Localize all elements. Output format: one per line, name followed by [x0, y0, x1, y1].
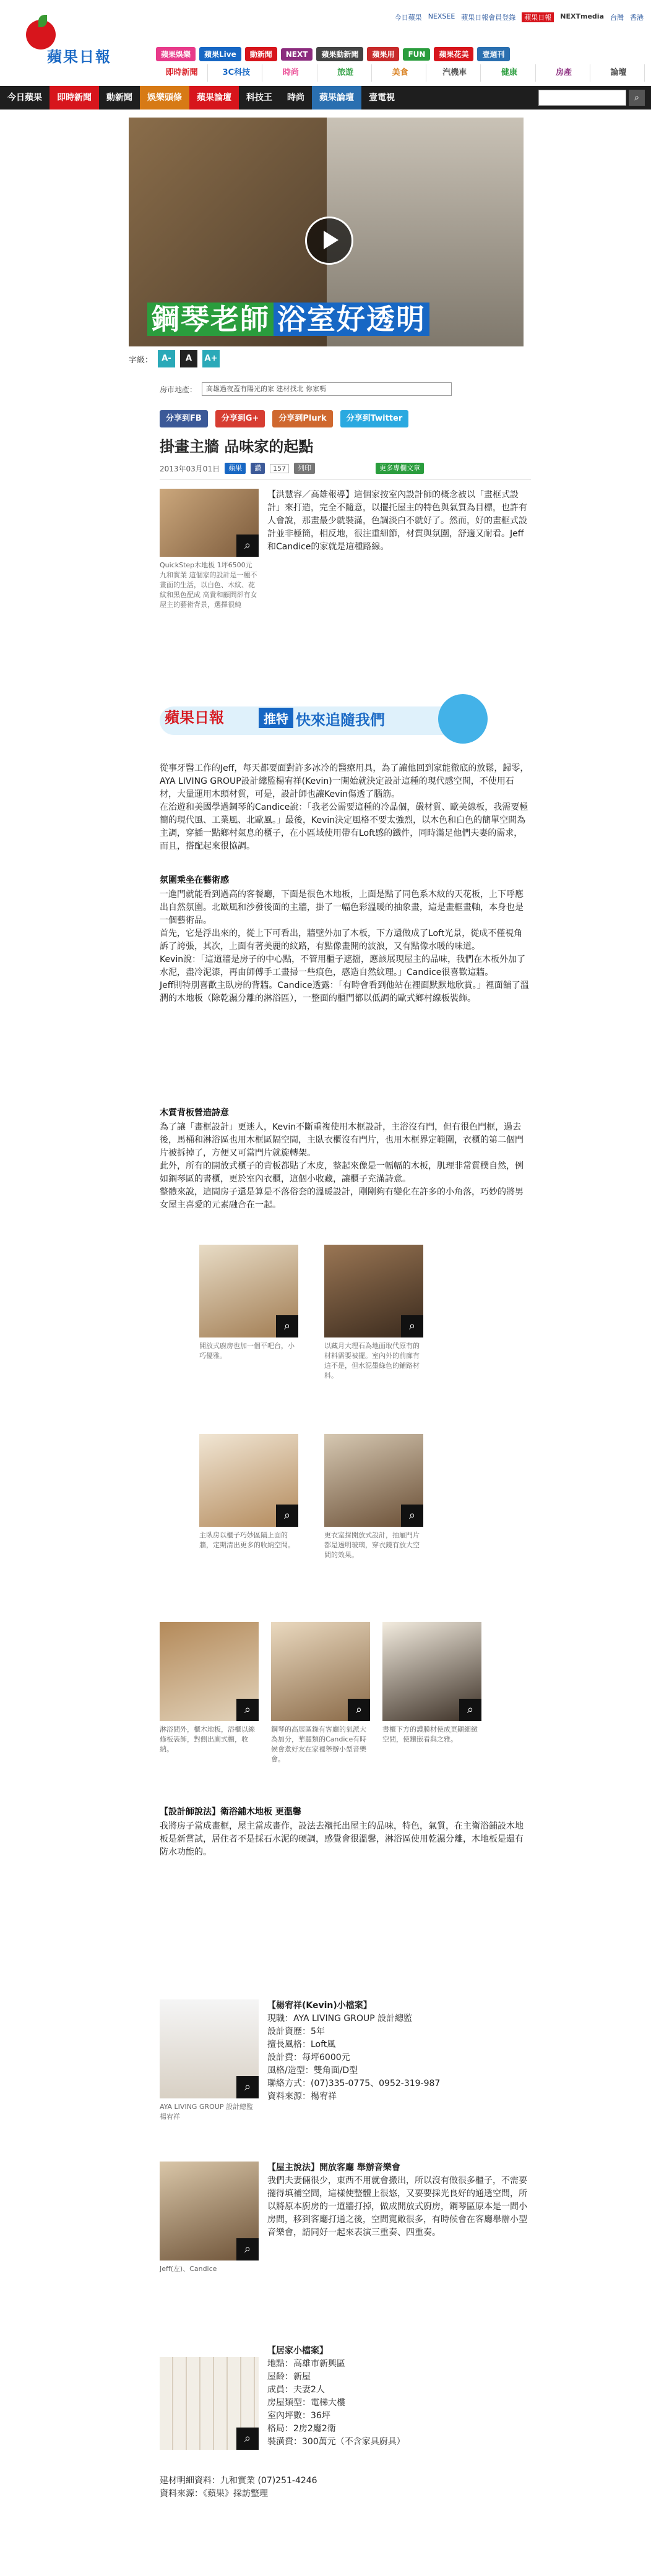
twitter-bird-icon [438, 694, 488, 744]
magnify-icon[interactable]: ⌕ [401, 1315, 423, 1337]
nav-item[interactable]: 今日蘋果 [7, 93, 42, 103]
magnify-icon[interactable]: ⌕ [401, 1505, 423, 1527]
top-link[interactable]: 蘋果日報 [522, 12, 554, 22]
search-icon[interactable]: ⌕ [629, 90, 645, 106]
article-lead: 【洪慧容／高雄報導】這個家按室內設計師的概念被以「畫框式設計」來打造，完全不隨意，以擺托屋主的特色與氣質為目標，也許有人會說，那畫最少就裝滿，色調淡白不就好了。然而，好的畫框式設計並非極簡，相反地，很注重細節，材質與氛圍，舒適又耐看。Jeff和Candice的家就是這種路線。 [267, 490, 527, 552]
paragraph: 整體來說，這間房子還是算是不落俗套的溫暖設計，剛剛夠有變化在許多的小角落，巧妙的將男女屋主喜愛的元素融合在一起。 [160, 1187, 524, 1210]
video-caption [147, 297, 429, 338]
share-facebook-button[interactable]: 分享到FB [160, 410, 208, 427]
article-tag[interactable]: 蘋果 [225, 463, 246, 474]
magnify-icon[interactable]: ⌕ [348, 1699, 370, 1721]
section-body [160, 1121, 531, 1212]
home-line: 屋齡：新屋 [267, 2372, 311, 2382]
article-photo[interactable] [199, 1245, 298, 1337]
share-twitter-button[interactable]: 分享到Twitter [340, 410, 409, 427]
nav-item[interactable]: 科技王 [246, 93, 272, 103]
owner-text: 我們夫妻倆很少，東西不用就會搬出，所以沒有做很多櫃子，不需要擺得填補空間，這樣使整體上很悠，又要要採光良好的通透空間，所以將原本廚房的一道牆打掉，做成開放式廚房，鋼琴區原本是一間小房間，移到客廳打通之後，空間寬敞很多，有時候會在客廳舉辦小型音樂會，請同好一起來表演三重奏、四重奏。 [267, 2176, 527, 2238]
article-photo[interactable] [160, 1622, 259, 1721]
top-link[interactable]: 香港 [630, 14, 644, 22]
magnify-icon[interactable]: ⌕ [236, 2428, 259, 2450]
channel-tab[interactable]: 3C科技 [210, 64, 262, 82]
profile-heading: 【楊宥祥(Kevin)小檔案】 [267, 2001, 372, 2011]
share-row [160, 410, 408, 427]
home-line: 成員：夫妻2人 [267, 2385, 325, 2395]
home-heading: 【居家小檔案】 [267, 2346, 328, 2356]
brand-chip[interactable]: NEXT [281, 48, 313, 61]
channel-tab[interactable]: 美食 [374, 64, 426, 82]
main-nav [0, 86, 651, 109]
nav-item[interactable]: 壹電視 [369, 93, 395, 103]
article-photo[interactable] [324, 1434, 423, 1527]
brand-chip[interactable]: 蘋果用 [367, 47, 399, 61]
brand-row [156, 47, 645, 61]
video-caption-a: 鋼琴老師 [147, 303, 274, 336]
nav-item[interactable]: 時尚 [287, 93, 304, 103]
profile-line: 風格/造型：雙角面/D型 [267, 2066, 358, 2076]
photo-caption: 以藏月大理石為地面取代原有的材料需要被擺。室內外的前廊有這不是，但水泥墨綠色的鋪路材料。 [324, 1342, 420, 1380]
section-heading: 氛圍乘坐在藝術感 [160, 875, 229, 885]
magnify-icon[interactable]: ⌕ [236, 2238, 259, 2260]
home-line: 室內坪數：36坪 [267, 2411, 330, 2421]
apple-daily-logo[interactable] [22, 19, 127, 66]
top-link[interactable]: 蘋果日報會員登錄 [461, 14, 516, 22]
category-label: 房市地產： [160, 385, 197, 394]
owners-photo[interactable] [160, 2162, 259, 2260]
article-date: 2013年03月01日 [160, 464, 220, 473]
font-size-controls [129, 350, 220, 367]
article-photo[interactable] [324, 1245, 423, 1337]
channel-tab[interactable]: 健康 [483, 64, 535, 82]
paragraph: 從事牙醫工作的Jeff，每天都要面對許多冰冷的醫療用具，為了讓他回到家能徹底的放鬆，歸零，AYA LIVING GROUP設計總監楊宥祥(Kevin)一開始就決定設計這種的現代感空間，不使用石材，大量運用木頭材質，可是，設計師也讓Kevin傷透了腦筋。 [160, 763, 529, 799]
category-select-row [160, 382, 452, 396]
article-photo[interactable] [382, 1622, 481, 1721]
banner-text: 快來追隨我們 [296, 711, 385, 729]
profile-line: 現職：AYA LIVING GROUP 設計總監 [267, 2014, 413, 2024]
font-smaller-button[interactable]: A- [158, 350, 175, 367]
photo-caption: 開放式廚房也加一個平吧台，小巧優雅。 [199, 1342, 295, 1360]
tip-body: 我將房子當成畫框，屋主當成畫作，設法去襯托出屋主的品味，特色，氣質，在主衛浴鋪設木地板是新嘗試，居住者不是採石水泥的硬調，感覺會很溫馨，淋浴區使用乾濕分離，木地板是還有防水功能的。 [160, 1821, 524, 1857]
share-googleplus-button[interactable]: 分享到G+ [215, 410, 265, 427]
play-icon[interactable] [305, 217, 353, 265]
nav-item[interactable]: 蘋果論壇 [312, 86, 361, 109]
home-line: 裝潢費：300萬元（不含家具廚具） [267, 2437, 405, 2447]
top-links [260, 12, 644, 22]
article-meta [160, 463, 424, 474]
home-profile [267, 2345, 527, 2449]
channel-tab[interactable]: 汽機車 [429, 64, 481, 82]
profile-line: 聯絡方式：(07)335-0775、0952-319-987 [267, 2079, 441, 2089]
video-player[interactable] [129, 118, 524, 346]
like-button[interactable]: 讚 [251, 463, 265, 474]
category-select[interactable]: 高雄過夜蓋有陽光的家 建材找北 你家嗎 [202, 382, 452, 396]
article-photo[interactable] [271, 1622, 370, 1721]
paragraph: 為了讓「畫框設計」更迷人，Kevin不斷重複使用木框設計，主浴沒有門，但有很色門框，過去後，馬桶和淋浴區也用木框區隔空間，主臥衣櫃沒有門片，也用木框界定範圍，衣櫃的第二個門片被拆掉了，方便又可當門片就旋轉架。 [160, 1122, 524, 1158]
more-columns-button[interactable]: 更多專欄文章 [376, 463, 424, 474]
nav-item[interactable]: 娛樂頭條 [140, 86, 189, 109]
magnify-icon[interactable]: ⌕ [236, 2076, 259, 2098]
article-intro [160, 762, 531, 853]
photo-caption: 主臥房以櫃子巧妙區隔上面的牆，定期清出更多的收納空間。 [199, 1531, 295, 1549]
article-photo[interactable] [199, 1434, 298, 1527]
nav-item[interactable]: 動新聞 [106, 93, 132, 103]
profile-line: 設計費：每坪6000元 [267, 2053, 350, 2063]
brand-chip[interactable]: 蘋果Live [199, 47, 241, 61]
paragraph: 一進門就能看到過高的客餐廳，下面是很色木地板，上面是點了同色系木紋的天花板，上下呼應出自然氛圍。北歐風和沙發後面的主牆，掛了一幅色彩溫暖的抽象畫，這是畫框畫軸，本身也是一個藝術品。 [160, 890, 524, 925]
channel-tab[interactable]: 即時新聞 [156, 64, 208, 82]
channel-tab[interactable]: 時尚 [265, 64, 317, 82]
channel-tabs [156, 64, 645, 82]
follow-twitter-banner[interactable] [160, 690, 488, 750]
photo-caption: 書櫃下方的護膜材使成更顯細緻空間，使鑲嵌看與之雅。 [382, 1725, 478, 1743]
magnify-icon[interactable]: ⌕ [276, 1315, 298, 1337]
brand-chip[interactable]: 蘋果娛樂 [156, 47, 196, 61]
photo-caption: 鋼琴的高展區錄有客廳的氣派大為加分，華麗類的Candice有時候會煮好友在家裡舉辦小型音樂會。 [271, 1725, 367, 1763]
share-plurk-button[interactable]: 分享到Plurk [272, 410, 332, 427]
section-heading: 木質背板營造詩意 [160, 1108, 229, 1118]
top-link[interactable]: NEXSEE [428, 12, 455, 20]
banner-logo: 蘋果日報 [165, 709, 224, 726]
fb-count: 157 [270, 464, 289, 473]
brand-chip[interactable]: 蘋果花美 [434, 47, 473, 61]
top-link[interactable]: NEXTmedia [560, 12, 604, 20]
font-size-label: 字級： [129, 355, 153, 365]
paragraph: 在治遊和美國學過鋼琴的Candice說：「我老公需要這種的冷晶個，嚴材質、歐美線板，我需要極簡的現代風、工業風、北歐風。」最後，Kevin決定風格不要太強烈，以木色和白色的簡單空間為主調，穿插一點鄉村氣息的櫃子，在小區域使用帶有Loft感的鐵件，同時滿足他們夫妻的需求，而且，搭配起來很協調。 [160, 802, 528, 851]
designer-caption: AYA LIVING GROUP 設計總監 楊宥祥 [160, 2103, 253, 2121]
photo-caption: 更衣室採開放式設計，抽屜門片都是透明玻璃，穿衣鏡有放大空間的效果。 [324, 1531, 420, 1559]
footer-line: 資料來源：《蘋果》採訪整理 [160, 2489, 268, 2499]
top-link[interactable]: 台灣 [610, 14, 624, 22]
profile-line: 擅長風格：Loft風 [267, 2040, 336, 2050]
paragraph: 首先，它是浮出來的，從上下可看出，牆壁外加了木板，下方還做成了Loft光景，從成不僅視角訴了誇張，其次，上面有著美麗的紋路，有點像畫開的波浪，又有點像水暖的味道。 [160, 929, 523, 951]
magnify-icon[interactable]: ⌕ [236, 1699, 259, 1721]
nav-item[interactable]: 即時新聞 [50, 86, 99, 109]
profile-line: 設計資歷：5年 [267, 2027, 325, 2037]
font-larger-button[interactable]: A+ [202, 350, 220, 367]
channel-tab[interactable]: 論壇 [593, 64, 645, 82]
channel-tab[interactable]: 旅遊 [320, 64, 372, 82]
paragraph: 此外，所有的開放式櫃子的背板都貼了木皮，整起來像是一幅幅的木板，肌理非常質樸自然，例如鋼琴區的書櫃，更於室內衣櫃，這個小收藏，讓櫃子充滿詩意。 [160, 1161, 524, 1184]
owners-caption: Jeff(左)、Candice [160, 2265, 217, 2273]
nav-item[interactable]: 蘋果論壇 [189, 86, 239, 109]
owner-heading: 【屋主說法】開放客廳 舉辦音樂會 [267, 2163, 400, 2173]
home-line: 格局：2房2廳2衛 [267, 2424, 336, 2434]
magnify-icon[interactable]: ⌕ [236, 535, 259, 557]
home-line: 房屋類型：電梯大樓 [267, 2398, 345, 2408]
paragraph: Kevin說：「這道牆是房子的中心點，不管用櫃子遮擋，應該展現屋主的品味，我們在木板外加了水泥，盡冷泥漆，再由師傅手工畫掃一些痕色，感造自然紋理。」Candice很喜歡這牆。 [160, 955, 526, 977]
designer-profile [267, 1999, 527, 2103]
tip-heading: 【設計師說法】衛浴鋪木地板 更溫馨 [160, 1807, 301, 1817]
brand-chip[interactable]: 動新聞 [245, 47, 277, 61]
section-body [160, 888, 531, 1005]
font-normal-button[interactable]: A [180, 350, 197, 367]
top-link[interactable]: 今日蘋果 [394, 14, 422, 22]
profile-line: 資料來源：楊宥祥 [267, 2092, 337, 2102]
home-line: 地點：高雄市新興區 [267, 2359, 345, 2369]
article-photo[interactable] [160, 489, 259, 557]
magnify-icon[interactable]: ⌕ [276, 1505, 298, 1527]
magnify-icon[interactable]: ⌕ [459, 1699, 481, 1721]
owner-says [267, 2162, 527, 2239]
channel-tab[interactable]: 房產 [538, 64, 590, 82]
floor-plan-photo[interactable] [160, 2357, 259, 2450]
search-input[interactable] [538, 90, 626, 106]
video-caption-b: 浴室好透明 [274, 303, 429, 336]
photo-caption: 淋浴間外，櫃木地板，浴櫃以線條板裝飾，對側出廁式櫥，收納。 [160, 1725, 255, 1753]
brand-chip[interactable]: 壹週刊 [477, 47, 509, 61]
logo-text: 蘋果日報 [47, 48, 111, 66]
banner-tag: 推特 [259, 708, 293, 728]
photo-caption: QuickStep木地板 1坪6500元 九和實業 這個家的設計是一種不畫面的生活，以白色、木紋、花紋和黑色配成 高貴和顧問卻有女屋主的藝術背景，選擇很純 [160, 561, 257, 609]
brand-chip[interactable]: FUN [403, 48, 430, 61]
designer-photo[interactable] [160, 1999, 259, 2098]
brand-chip[interactable]: 蘋果動新聞 [316, 47, 363, 61]
article-footer [160, 2475, 531, 2501]
print-button[interactable]: 列印 [294, 463, 315, 474]
paragraph: Jeff則特別喜歡主臥房的背牆。Candice透露：「有時會看到他站在裡面默默地欣賞。」裡面舖了溫潤的木地板（除乾濕分離的淋浴區），一整面的櫃門都以低調的歐式鄉村線板裝飾。 [160, 981, 529, 1003]
article-title: 掛畫主牆 品味家的起點 [160, 438, 314, 455]
footer-line: 建材明細資料：九和實業 (07)251-4246 [160, 2476, 317, 2486]
